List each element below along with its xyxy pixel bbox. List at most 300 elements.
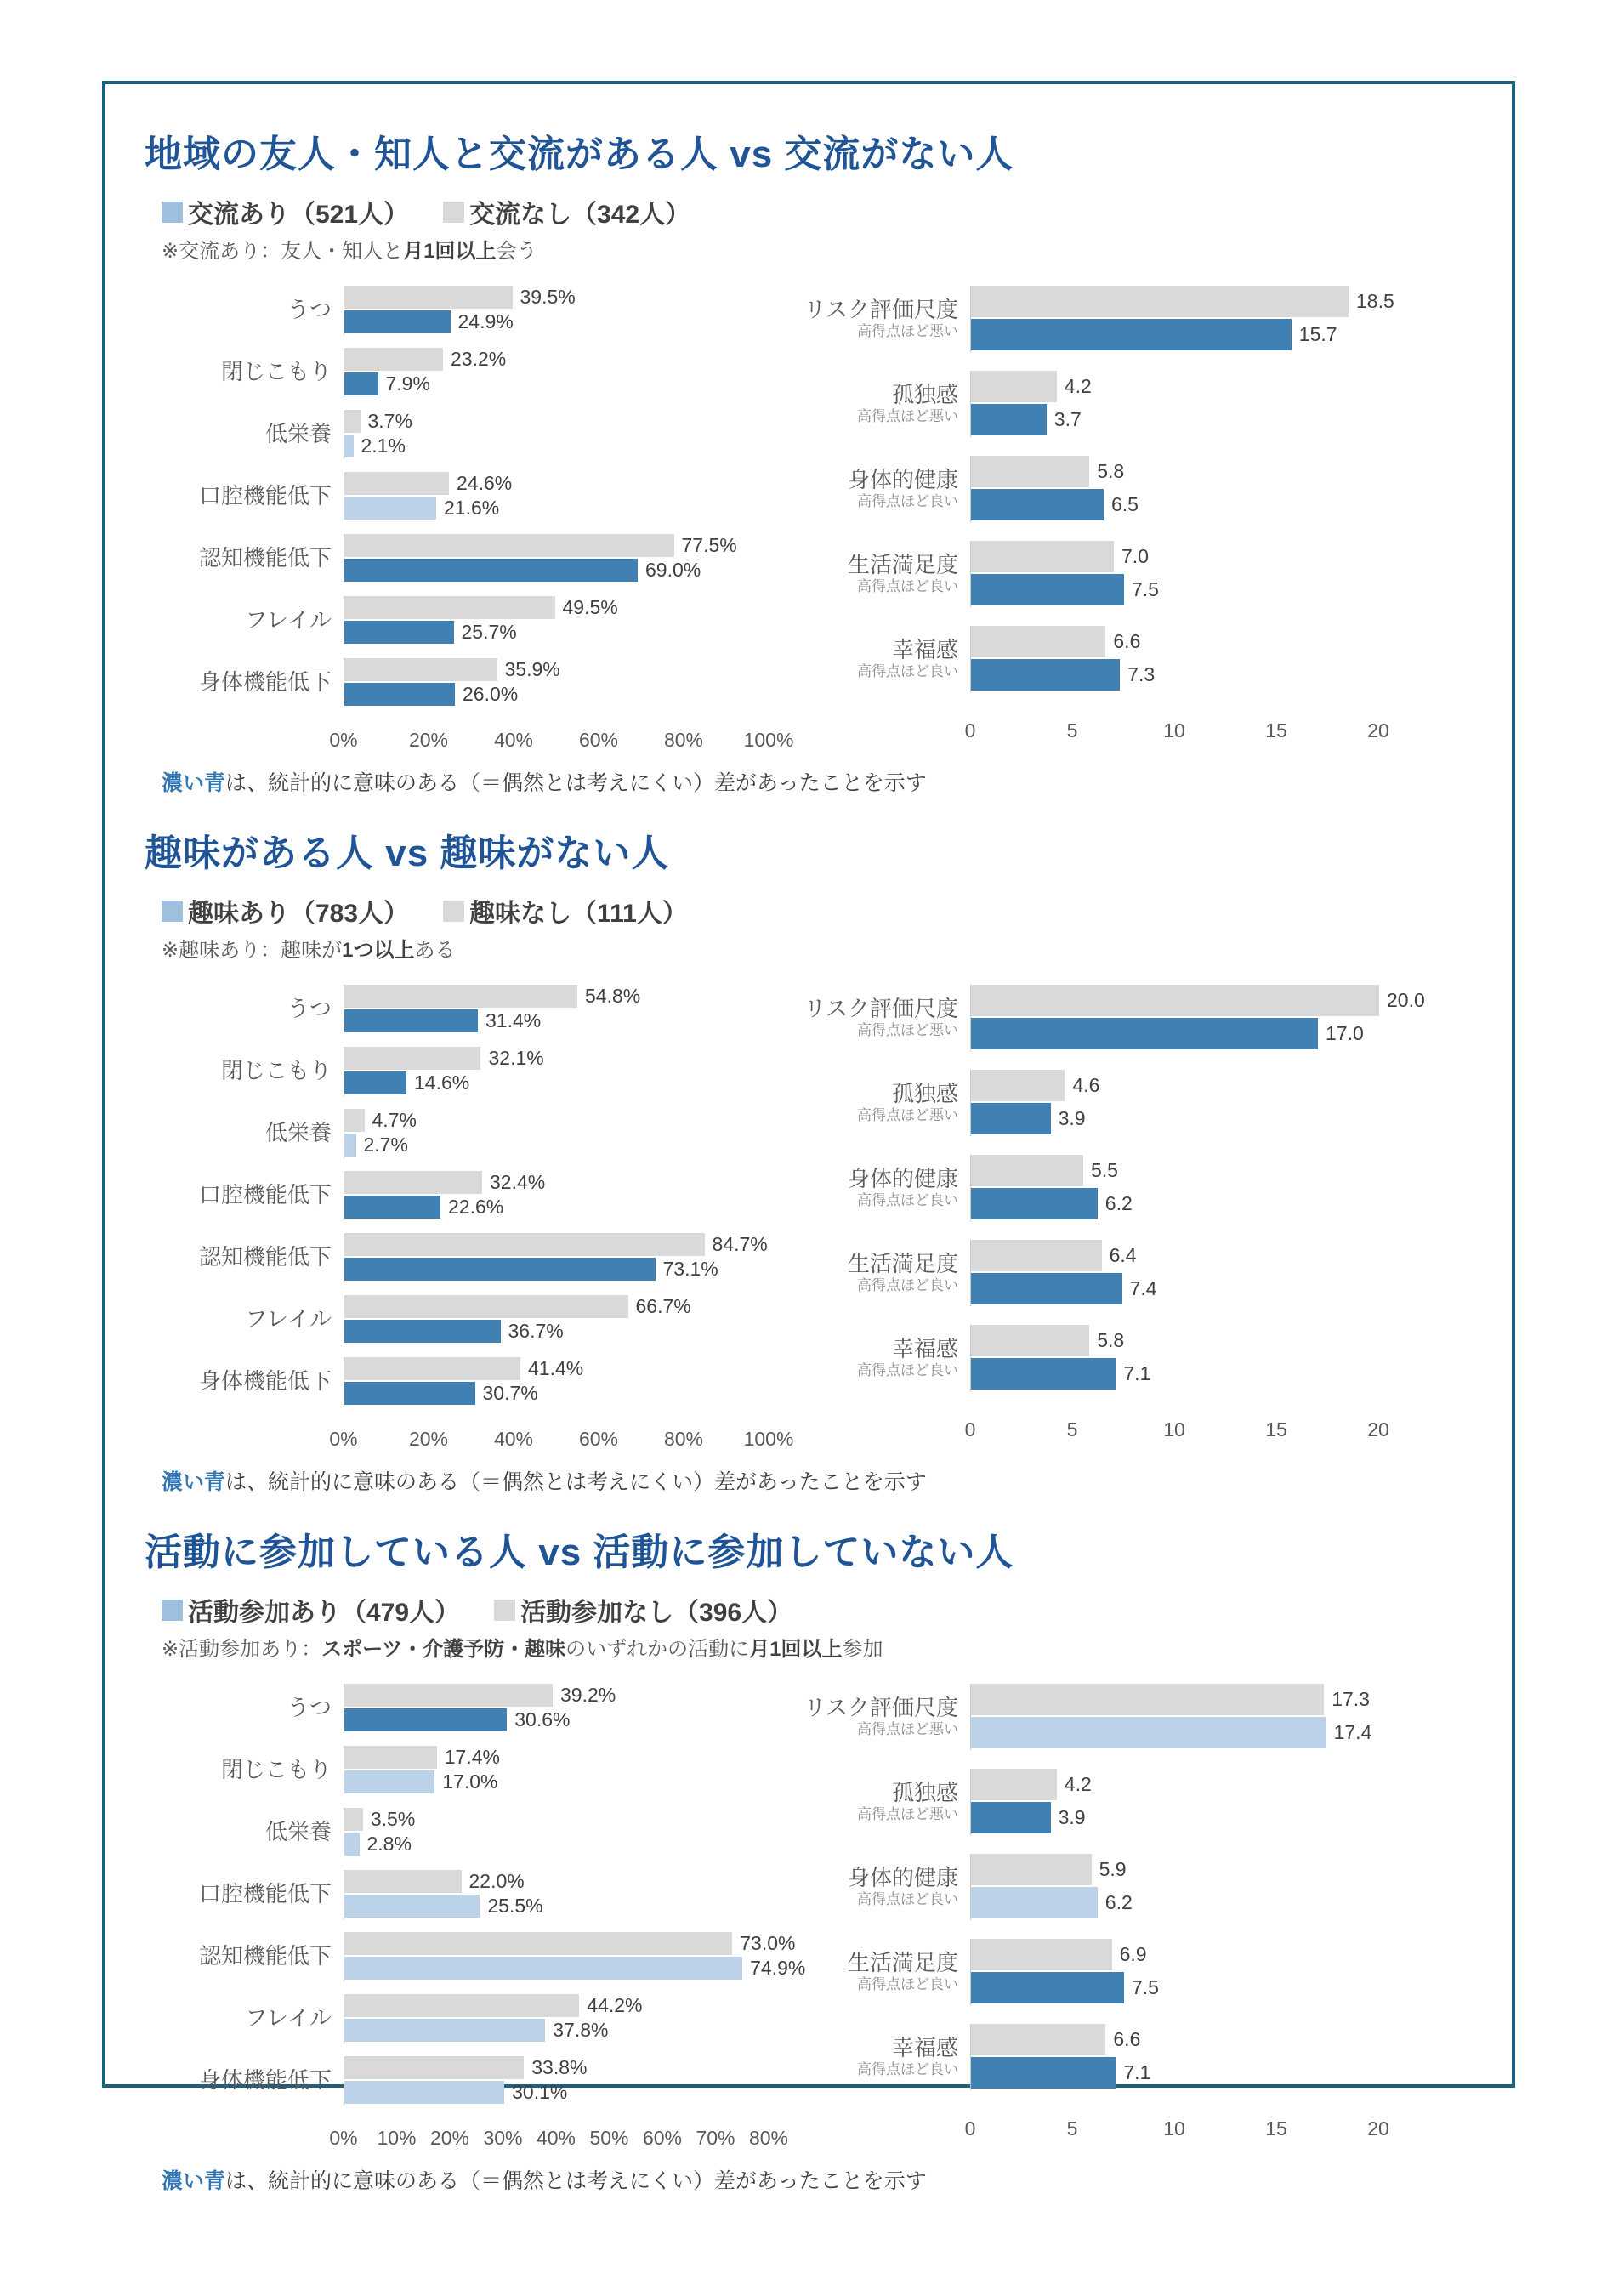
- value-label: 44.2%: [587, 1994, 643, 2016]
- bar-line: [344, 1833, 769, 1856]
- category-label: [141, 1882, 344, 1907]
- bar-line: [971, 456, 1379, 487]
- axis-tick-label: 20%: [429, 2127, 470, 2149]
- axis-tick-label: 40%: [536, 2127, 576, 2149]
- primary-bar: [344, 2081, 504, 2104]
- value-label: 5.8: [1097, 1329, 1125, 1351]
- value-label: 4.6: [1072, 1074, 1100, 1096]
- report-border-frame: [102, 81, 1515, 2193]
- category-label: [790, 1866, 970, 1908]
- bar-line: [971, 985, 1425, 1016]
- plot-area: [970, 1155, 1379, 1221]
- category-label: [790, 1337, 970, 1379]
- value-label: 2.1%: [361, 435, 406, 457]
- value-label: 18.5: [1356, 290, 1394, 312]
- category-name: うつ: [287, 297, 332, 323]
- note-segment: ある: [414, 939, 456, 962]
- chart-row: [141, 596, 769, 645]
- comparison-bar: [344, 1994, 579, 2017]
- value-label: 7.1: [1123, 1362, 1151, 1384]
- comparison-bar: [971, 371, 1057, 402]
- bar-line: [971, 1018, 1379, 1049]
- chart-row: [141, 1233, 769, 1282]
- category-subnote: 高得点ほど悪い: [857, 1021, 958, 1038]
- plot-area: [344, 658, 769, 708]
- chart-row: [141, 985, 769, 1034]
- bar-line: [971, 286, 1394, 317]
- primary-bar: [344, 1196, 440, 1219]
- value-label: 33.8%: [531, 2056, 588, 2078]
- plot-area: [344, 1932, 806, 1981]
- primary-bar: [971, 574, 1124, 605]
- chart-row: [141, 1109, 769, 1158]
- category-name: 幸福感: [891, 1335, 958, 1361]
- value-label: 37.8%: [553, 2019, 609, 2041]
- plot-area: [344, 348, 769, 397]
- chart-row: [790, 456, 1379, 522]
- plot-area: [970, 1240, 1379, 1306]
- bar-line: [344, 1295, 769, 1318]
- primary-bar: [344, 1382, 475, 1405]
- bar-line: [344, 658, 769, 681]
- category-subnote: 高得点ほど悪い: [857, 322, 958, 339]
- plot-area: [344, 1870, 769, 1919]
- category-name: 身体機能低下: [198, 1368, 332, 1395]
- plot-area: [970, 1769, 1379, 1835]
- chart-rows: [790, 286, 1394, 711]
- category-label: [790, 1951, 970, 1993]
- category-label: [790, 298, 970, 340]
- chart-row: [141, 2056, 769, 2106]
- legend-item: [162, 892, 409, 929]
- primary-bar: [971, 1103, 1051, 1134]
- note-segment: 1つ以上: [342, 939, 415, 962]
- value-label: 6.6: [1113, 630, 1141, 652]
- legend-item: [162, 1591, 460, 1628]
- primary-bar: [344, 1833, 360, 1856]
- value-label: 21.6%: [444, 497, 500, 519]
- x-axis: [329, 1419, 794, 1457]
- chart-row: [141, 1684, 769, 1733]
- value-label: 4.2: [1064, 1773, 1092, 1795]
- chart-rows: [790, 985, 1425, 1410]
- chart-row: [141, 1808, 769, 1857]
- chart-row: [141, 1295, 769, 1344]
- category-label: [141, 2006, 344, 2032]
- chart-row: [790, 2024, 1379, 2090]
- comparison-bar: [344, 658, 497, 681]
- primary-bar: [344, 372, 378, 395]
- sections-container: [139, 123, 1473, 2195]
- category-label: [141, 1245, 344, 1270]
- primary-bar: [971, 404, 1047, 435]
- significance-note: [162, 1465, 1473, 1496]
- plot-area: [344, 410, 769, 459]
- bar-line: [344, 534, 769, 557]
- axis-tick-label: 60%: [578, 1428, 619, 1450]
- comparison-bar: [971, 541, 1114, 572]
- chart-row: [790, 1155, 1379, 1221]
- bar-line: [344, 310, 769, 333]
- category-label: [141, 670, 344, 696]
- chart-row: [141, 348, 769, 397]
- axis-tick-label: 100%: [743, 729, 794, 751]
- significance-note: [162, 2164, 1473, 2195]
- plot-area: [970, 626, 1379, 692]
- chart-row: [790, 1939, 1379, 2005]
- value-label: 35.9%: [504, 658, 560, 680]
- category-label: [790, 553, 970, 595]
- category-name: 身体機能低下: [198, 669, 332, 696]
- category-label: [790, 1252, 970, 1294]
- comparison-bar: [344, 1357, 520, 1380]
- value-label: 7.9%: [385, 372, 430, 395]
- axis-tick-label: 0: [964, 719, 976, 742]
- value-label: 14.6%: [414, 1071, 470, 1094]
- axis-tick-label: 20: [1367, 1418, 1389, 1441]
- x-axis: [964, 2109, 1389, 2146]
- category-name: 孤独感: [891, 1080, 958, 1106]
- value-label: 17.3: [1332, 1688, 1370, 1710]
- value-label: 6.4: [1109, 1244, 1137, 1266]
- category-name: 認知機能低下: [198, 1244, 332, 1270]
- category-name: フレイル: [245, 607, 332, 634]
- value-label: 77.5%: [681, 534, 737, 556]
- category-label: [141, 1059, 344, 1084]
- value-label: 54.8%: [585, 985, 641, 1007]
- bar-line: [344, 1895, 769, 1918]
- comparison-section: [139, 123, 1473, 797]
- chart-row: [141, 658, 769, 708]
- primary-bar: [971, 489, 1104, 520]
- category-name: 閉じこもり: [220, 1058, 332, 1084]
- bar-line: [344, 1870, 769, 1893]
- category-label: [141, 484, 344, 509]
- bar-line: [344, 559, 769, 582]
- category-name: 生活満足度: [847, 551, 958, 577]
- comparison-bar: [344, 1808, 363, 1831]
- category-name: 身体的健康: [847, 1165, 958, 1191]
- legend-label: 活動参加あり（479人）: [188, 1599, 461, 1627]
- comparison-bar: [344, 1109, 365, 1132]
- primary-bar: [971, 1802, 1051, 1833]
- bar-line: [971, 1972, 1379, 2003]
- bar-line: [344, 2019, 769, 2042]
- primary-bar: [344, 1320, 501, 1343]
- bar-line: [344, 1382, 769, 1405]
- plot-area: [344, 2056, 769, 2106]
- left-bar-chart: [141, 286, 794, 758]
- value-label: 7.0: [1121, 545, 1149, 567]
- category-subnote: 高得点ほど悪い: [857, 1720, 958, 1737]
- bar-line: [344, 472, 769, 495]
- primary-bar: [971, 1717, 1326, 1748]
- bar-line: [344, 1770, 769, 1793]
- category-name: うつ: [287, 1695, 332, 1721]
- chart-rows: [141, 1684, 806, 2118]
- plot-area: [970, 541, 1379, 607]
- value-label: 31.4%: [485, 1009, 542, 1031]
- legend: [162, 1591, 1473, 1628]
- comparison-bar: [344, 985, 577, 1008]
- primary-bar: [971, 1018, 1318, 1049]
- axis-tick-label: 0%: [329, 2127, 358, 2149]
- bar-line: [344, 1320, 769, 1343]
- bar-line: [971, 1358, 1379, 1390]
- value-label: 24.6%: [457, 472, 513, 494]
- chart-rows: [790, 1684, 1379, 2109]
- axis-tick-label: 30%: [483, 2127, 523, 2149]
- bar-line: [344, 2081, 769, 2104]
- chart-row: [141, 1994, 769, 2043]
- axis-tick-label: 15: [1265, 719, 1287, 742]
- definition-note: [162, 1632, 1473, 1662]
- note-segment: ※交流あり：友人・知人と: [162, 240, 404, 263]
- chart-row: [790, 371, 1379, 437]
- plot-area: [344, 286, 769, 335]
- chart-row: [790, 1769, 1379, 1835]
- axis-tick-label: 70%: [696, 2127, 735, 2149]
- significance-note-highlight: 濃い青: [162, 2169, 226, 2193]
- category-label: [790, 1167, 970, 1209]
- plot-area: [970, 2024, 1379, 2090]
- value-label: 6.2: [1104, 1192, 1133, 1214]
- definition-note: [162, 933, 1473, 963]
- right-bar-chart: [790, 286, 1394, 748]
- axis-tick-label: 10: [1163, 719, 1185, 742]
- primary-bar: [344, 2019, 545, 2042]
- category-subnote: 高得点ほど悪い: [857, 407, 958, 424]
- chart-row: [141, 1171, 769, 1220]
- left-bar-chart: [141, 985, 794, 1457]
- legend-swatch: [162, 1600, 183, 1621]
- note-segment: 会う: [496, 240, 537, 263]
- value-label: 7.3: [1127, 663, 1156, 685]
- category-label: [141, 1758, 344, 1783]
- bar-line: [344, 1258, 769, 1281]
- comparison-bar: [971, 1854, 1092, 1885]
- axis-tick-label: 15: [1265, 1418, 1287, 1441]
- bar-line: [971, 1684, 1379, 1715]
- primary-bar: [971, 319, 1292, 350]
- value-label: 22.6%: [448, 1196, 504, 1218]
- category-label: [141, 422, 344, 447]
- primary-bar: [344, 1009, 478, 1032]
- bar-line: [344, 1196, 769, 1219]
- value-label: 7.1: [1123, 2061, 1151, 2083]
- charts-row: [141, 286, 1473, 758]
- category-name: フレイル: [245, 1306, 332, 1333]
- plot-area: [344, 1233, 769, 1282]
- bar-line: [971, 541, 1379, 572]
- plot-area: [344, 985, 769, 1034]
- legend-item: [443, 892, 688, 929]
- right-bar-chart: [790, 1684, 1389, 2146]
- value-label: 15.7: [1298, 323, 1337, 345]
- primary-bar: [344, 683, 455, 706]
- value-label: 4.2: [1064, 375, 1092, 397]
- axis-tick-label: 15: [1265, 2117, 1287, 2140]
- value-label: 66.7%: [635, 1295, 691, 1317]
- axis-tick-label: 0%: [329, 1428, 358, 1450]
- chart-row: [790, 985, 1425, 1051]
- plot-area: [970, 456, 1379, 522]
- category-name: 口腔機能低下: [198, 483, 332, 509]
- plot-area: [344, 1047, 769, 1096]
- bar-line: [344, 410, 769, 433]
- value-label: 2.7%: [363, 1134, 408, 1156]
- section-title: 地域の友人・知人と交流がある人 vs 交流がない人: [145, 134, 1014, 175]
- bar-line: [344, 497, 769, 520]
- comparison-bar: [344, 534, 674, 557]
- category-name: 幸福感: [891, 2034, 958, 2060]
- value-label: 5.5: [1091, 1159, 1118, 1181]
- value-label: 3.7%: [367, 410, 412, 432]
- bar-line: [344, 1746, 769, 1769]
- bar-line: [971, 1070, 1379, 1101]
- plot-area: [344, 1171, 769, 1220]
- bar-line: [971, 1854, 1379, 1885]
- chart-rows: [141, 985, 769, 1419]
- plot-area: [970, 1854, 1379, 1920]
- primary-bar: [344, 1895, 480, 1918]
- definition-note: [162, 234, 1473, 264]
- axis-tick-label: 0: [964, 2117, 976, 2140]
- category-label: [141, 608, 344, 634]
- chart-row: [790, 286, 1394, 352]
- value-label: 5.9: [1099, 1858, 1127, 1880]
- comparison-section: [139, 822, 1473, 1496]
- axis-tick-label: 5: [1066, 719, 1078, 742]
- category-subnote: 高得点ほど良い: [857, 2060, 958, 2077]
- comparison-bar: [344, 1047, 480, 1070]
- value-label: 32.4%: [490, 1171, 546, 1193]
- legend: [162, 892, 1473, 929]
- category-name: 生活満足度: [847, 1949, 958, 1975]
- axis-tick-label: 0%: [329, 729, 358, 751]
- plot-area: [344, 534, 769, 583]
- category-name: 口腔機能低下: [198, 1881, 332, 1907]
- value-label: 6.6: [1113, 2028, 1141, 2050]
- chart-row: [790, 1240, 1379, 1306]
- primary-bar: [971, 1188, 1098, 1219]
- bar-line: [971, 1939, 1379, 1970]
- comparison-bar: [344, 1233, 705, 1256]
- value-label: 5.8: [1097, 460, 1125, 482]
- primary-bar: [344, 1770, 434, 1793]
- category-name: 身体機能低下: [198, 2067, 332, 2094]
- value-label: 17.4%: [444, 1746, 500, 1768]
- legend-label: 趣味あり（783人）: [188, 900, 410, 928]
- primary-bar: [344, 310, 451, 333]
- chart-row: [141, 534, 769, 583]
- category-name: 低栄養: [264, 1120, 332, 1146]
- category-name: 閉じこもり: [220, 1757, 332, 1783]
- plot-area: [344, 1808, 769, 1857]
- bar-line: [344, 1009, 769, 1032]
- legend-swatch: [443, 202, 464, 223]
- value-label: 32.1%: [488, 1047, 544, 1069]
- bar-line: [344, 1171, 769, 1194]
- note-segment: 参加: [842, 1638, 883, 1661]
- primary-bar: [971, 1358, 1116, 1390]
- legend-item: [494, 1591, 792, 1628]
- value-label: 84.7%: [712, 1233, 768, 1255]
- axis-tick-label: 20: [1367, 719, 1389, 742]
- x-axis: [964, 1410, 1389, 1447]
- bar-line: [971, 1717, 1379, 1748]
- x-axis: [964, 711, 1389, 748]
- category-name: 認知機能低下: [198, 545, 332, 571]
- bar-line: [971, 1103, 1379, 1134]
- axis-tick-label: 80%: [663, 729, 704, 751]
- category-name: 低栄養: [264, 1819, 332, 1845]
- value-label: 17.0%: [442, 1770, 498, 1793]
- bar-line: [971, 1769, 1379, 1800]
- axis-tick-label: 20: [1367, 2117, 1389, 2140]
- value-label: 73.1%: [662, 1258, 718, 1280]
- primary-bar: [971, 659, 1120, 691]
- category-label: [141, 1696, 344, 1721]
- category-label: [141, 997, 344, 1022]
- category-name: 生活満足度: [847, 1250, 958, 1276]
- comparison-bar: [344, 410, 361, 433]
- category-subnote: 高得点ほど良い: [857, 1191, 958, 1208]
- category-label: [141, 2068, 344, 2094]
- category-name: 身体的健康: [847, 466, 958, 492]
- axis-tick-label: 60%: [642, 2127, 683, 2149]
- comparison-bar: [971, 1939, 1112, 1970]
- category-name: リスク評価尺度: [803, 1694, 958, 1720]
- axis-tick-label: 10: [1163, 1418, 1185, 1441]
- note-segment: ※趣味あり：趣味が: [162, 939, 343, 962]
- note-segment: 月1回以上: [403, 240, 497, 263]
- axis-tick-label: 5: [1066, 1418, 1078, 1441]
- primary-bar: [344, 1258, 656, 1281]
- chart-row: [141, 1047, 769, 1096]
- significance-note-text: は、統計的に意味のある（＝偶然とは考えにくい）差があったことを示す: [225, 1470, 927, 1494]
- comparison-bar: [971, 626, 1105, 657]
- category-label: [790, 1781, 970, 1823]
- plot-area: [344, 1357, 769, 1407]
- category-subnote: 高得点ほど良い: [857, 1890, 958, 1907]
- category-label: [141, 1183, 344, 1208]
- charts-row: [141, 1684, 1473, 2156]
- comparison-bar: [344, 1746, 437, 1769]
- bar-line: [971, 2057, 1379, 2089]
- bar-line: [344, 596, 769, 619]
- primary-bar: [971, 2057, 1116, 2089]
- legend-item: [162, 193, 409, 230]
- category-name: 低栄養: [264, 421, 332, 447]
- bar-line: [344, 1071, 769, 1094]
- comparison-bar: [971, 456, 1089, 487]
- axis-tick-label: 40%: [493, 729, 534, 751]
- chart-row: [141, 472, 769, 521]
- section-title: 活動に参加している人 vs 活動に参加していない人: [145, 1532, 1014, 1573]
- category-name: 口腔機能低下: [198, 1182, 332, 1208]
- category-label: [141, 1369, 344, 1395]
- bar-line: [344, 1109, 769, 1132]
- axis-tick-label: 0: [964, 1418, 976, 1441]
- primary-bar: [344, 435, 354, 457]
- bar-line: [971, 371, 1379, 402]
- value-label: 17.4: [1333, 1721, 1372, 1743]
- value-label: 30.1%: [512, 2081, 568, 2103]
- plot-area: [970, 286, 1394, 352]
- bar-line: [971, 1240, 1379, 1271]
- bar-line: [971, 574, 1379, 605]
